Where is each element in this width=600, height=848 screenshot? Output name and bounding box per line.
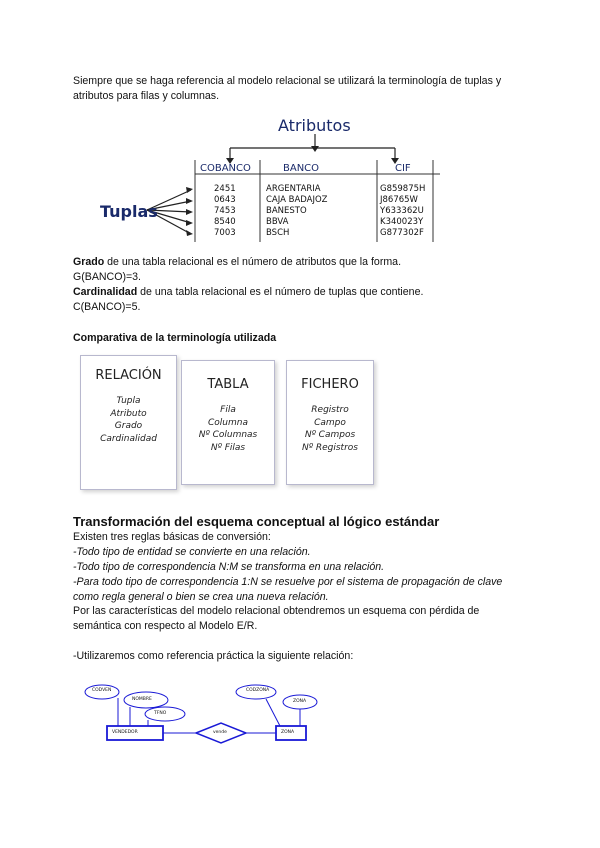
card-relacion [80,355,177,490]
intro-line-2: atributos para filas y columnas. [73,90,220,102]
cardinalidad-term: Cardinalidad [73,286,138,298]
rule-3-line-2: como regla general o bien se crea una nueva relación. [73,591,329,603]
grado-text: de una tabla relacional es el número de atributos que la forma. [104,256,402,268]
header-cobanco: COBANCO [200,163,251,174]
card-item: Grado [114,421,143,431]
intro-line-1: Siempre que se haga referencia al modelo relacional se utilizará la terminología de tuplas y [73,75,502,87]
card-item: Nº Campos [304,430,356,440]
card-item: Columna [208,417,248,428]
cell-banco: BANESTO [266,206,307,216]
cell-cobanco: 8540 [214,217,236,227]
attr-tfno: TFNO [154,711,167,716]
entity-zona: ZONA [281,730,295,735]
cardinalidad-example: C(BANCO)=5. [73,301,141,313]
card-title: TABLA [207,377,249,392]
rule-3-line-1: -Para todo tipo de correspondencia 1:N se resuelve por el sistema de propagación de clave [73,576,503,588]
cell-cobanco: 0643 [214,195,236,205]
attr-zona: ZONA [293,699,307,704]
cell-cif: G877302F [380,228,424,238]
cell-cobanco: 7453 [214,206,236,216]
cardinalidad-text: de una tabla relacional es el número de tuplas que contiene. [137,286,424,298]
relationship-vende: vende [213,730,227,735]
card-title: RELACIÓN [95,368,162,383]
card-item: Nº Registros [302,442,358,453]
card-item: Campo [314,417,346,428]
entity-vendedor: VENDEDOR [112,730,138,735]
tuplas-label: Tuplas [100,202,158,221]
rule-2: -Todo tipo de correspondencia N:M se transforma en una relación. [73,561,385,573]
cell-cif: G859875H [380,184,426,194]
section-heading: Transformación del esquema conceptual al lógico estándar [73,514,440,529]
paragraph-line-2: semántica con respecto al Modelo E/R. [73,620,258,632]
cell-cif: J86765W [380,195,418,205]
reference-line: -Utilizaremos como referencia práctica la siguiente relación: [73,650,354,662]
grado-definition [73,255,401,270]
cell-cif: Y633362U [380,206,424,216]
header-banco: BANCO [283,163,320,174]
card-item: Cardinalidad [100,433,157,444]
section-intro: Existen tres reglas básicas de conversión: [73,531,271,543]
card-item: Nº Filas [210,442,246,453]
card-title: FICHERO [301,377,359,392]
grado-example: G(BANCO)=3. [73,271,141,283]
attr-nombre: NOMBRE [132,697,152,702]
card-item: Tupla [116,396,141,406]
card-fichero [286,360,374,485]
atributos-label: Atributos [278,116,351,135]
attr-codzona: CODZONA [246,688,270,693]
comparativa-heading: Comparativa de la terminología utilizada [73,332,277,344]
card-tabla [181,360,275,485]
cell-cif: K340023Y [380,217,424,227]
header-cif: CIF [395,163,411,174]
cardinalidad-definition [73,285,423,300]
cell-cobanco: 2451 [214,184,236,194]
cell-cobanco: 7003 [214,228,236,238]
card-item: Atributo [110,408,147,419]
cell-banco: BBVA [266,217,289,227]
paragraph-line-1: Por las características del modelo relacional obtendremos un esquema con pérdida de [73,605,480,617]
cell-banco: ARGENTARIA [266,184,321,194]
card-item: Fila [220,405,236,415]
rule-1: -Todo tipo de entidad se convierte en una relación. [73,546,311,558]
attr-codven: CODVEN [92,688,112,693]
card-item: Nº Columnas [198,430,258,440]
cell-banco: BSCH [266,228,290,238]
card-item: Registro [311,405,349,415]
cell-banco: CAJA BADAJOZ [266,195,328,205]
er-diagram-shapes [80,678,320,750]
grado-term: Grado [73,256,105,268]
